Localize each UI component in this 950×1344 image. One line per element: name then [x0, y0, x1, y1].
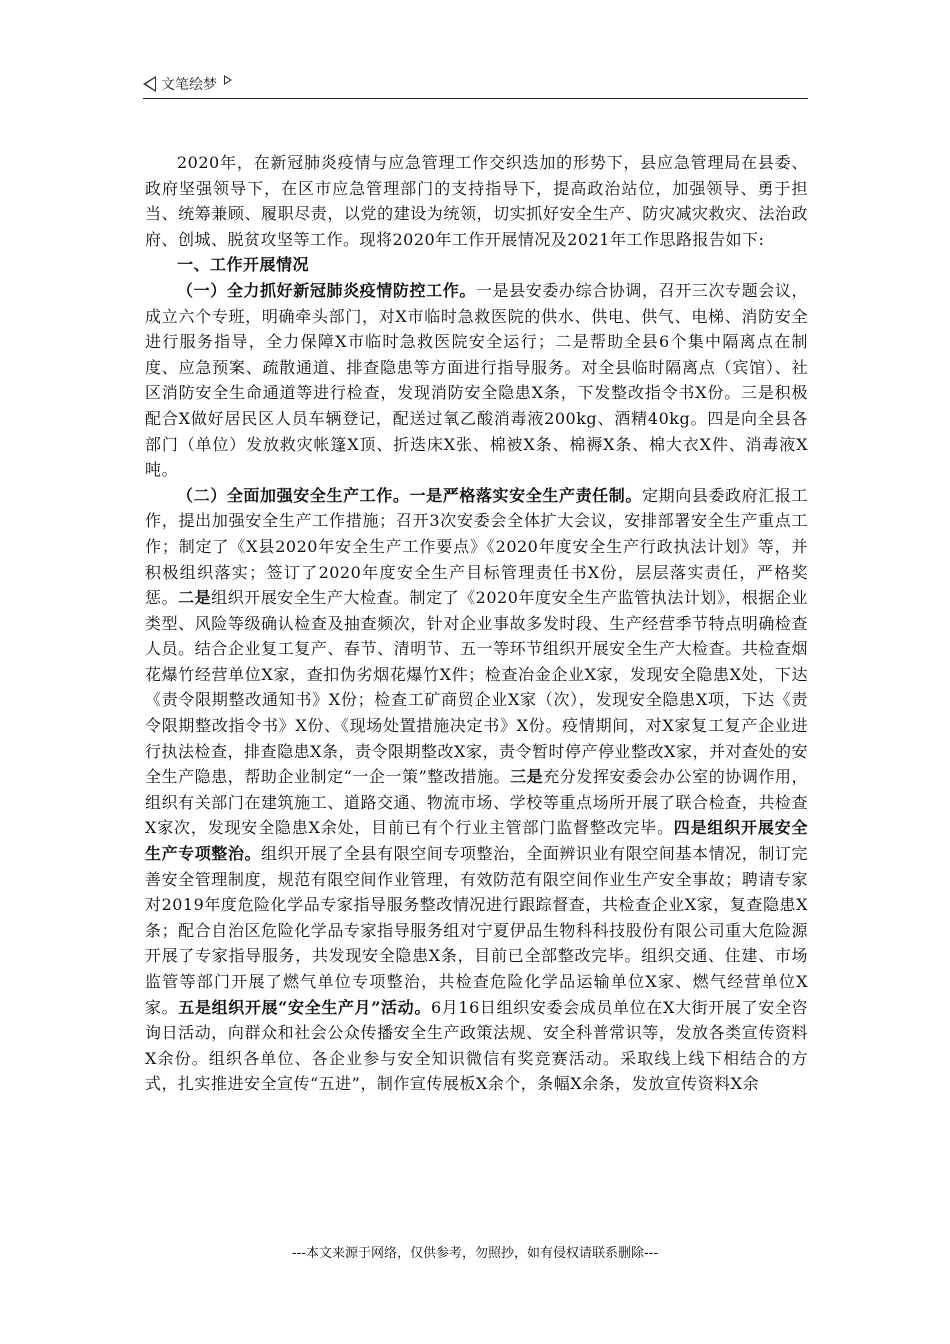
triangle-left-icon [143, 76, 156, 92]
document-body [145, 150, 808, 1097]
subsection-2-title: （二）全面加强安全生产工作。 [177, 485, 410, 505]
item-4-title: 四是组织开展安全生产专项整治。 [145, 818, 808, 864]
item-5-title: 五是组织开展“安全生产月”活动。 [178, 997, 431, 1017]
page-header [143, 72, 808, 99]
item-2-title: 二是 [178, 588, 212, 608]
section-heading: 一、工作开展情况 [177, 255, 310, 275]
item-3-body: 充分发挥安委会办公室的协调作用，组织有关部门在建筑施工、道路交通、物流市场、学校等重点场所开展了联合检查，共检查X家次，发现安全隐患X余处，目前已有个行业主管部门监督整改完毕。 [145, 767, 808, 838]
item-1-title: 一是严格落实安全生产责任制。 [409, 485, 642, 505]
subsection-1-body: 一是县安委办综合协调，召开三次专题会议，成立六个专班，明确牵头部门，对X市临时急救医院的供水、供电、供气、电梯、消防安全进行服务指导，全力保障X市临时急救医院安全运行；二是帮助全县6个集中隔离点在制度、应急预案、疏散通道、排查隐患等方面进行指导服务。对全县临时隔离点（宾馆）、社区消防安全生命通道等进行检查，发现消防安全隐患X条，下发整改指令书X份。三是积极配合X做好居民区人员车辆登记，配送过氧乙酸消毒液200kg、酒精40kg。四是向全县各部门（单位）发放救灾帐篷X顶、折迭床X张、棉被X条、棉褥X条、棉大衣X件、消毒液X吨。 [145, 280, 808, 480]
subsection-2-paragraph [145, 483, 808, 1097]
intro-paragraph: 2020年，在新冠肺炎疫情与应急管理工作交织迭加的形势下，县应急管理局在县委、政府坚强领导下，在区市应急管理部门的支持指导下，提高政治站位，加强领导、勇于担当、统筹兼顾、履职尽责，以党的建设为统领，切实抓好安全生产、防灾减灾救灾、法治政府、创城、脱贫攻坚等工作。现将2020年工作开展情况及2021年工作思路报告如下: [145, 153, 808, 249]
item-5-body: 6月16日组织安委会成员单位在X大街开展了安全咨询日活动，向群众和社会公众传播安全生产政策法规、安全科普常识等，发放各类宣传资料X余份。组织各单位、各企业参与安全知识微信有奖竞赛活动。采取线上线下相结合的方式，扎实推进安全宣传“五进”，制作宣传展板X余个，条幅X余条，发放宣传资料X余 [145, 997, 808, 1094]
item-2-body: 组织开展安全生产大检查。制定了《2020年度安全生产监管执法计划》，根据企业类型、风险等级确认检查及抽查频次，针对企业事故多发时段、生产经营季节特点明确检查人员。结合企业复工复产、春节、清明节、五一等环节组织开展安全生产大检查。共检查烟花爆竹经营单位X家，查扣伪劣烟花爆竹X件；检查冶金企业X家，发现安全隐患X处，下达《责令限期整改通知书》X份；检查工矿商贸企业X家（次），发现安全隐患X项，下达《责令限期整改指令书》X份、《现场处置措施决定书》X份。疫情期间，对X家复工复产企业进行执法检查，排查隐患X条，责令限期整改X家，责令暂时停产停业整改X家，并对查处的安全生产隐患，帮助企业制定“一企一策”整改措施。 [145, 588, 808, 787]
item-3-title: 三是 [510, 767, 544, 787]
triangle-right-icon [224, 75, 232, 85]
subsection-1-paragraph [145, 278, 808, 483]
footer-notice: ---本文来源于网络，仅供参考，勿照抄，如有侵权请联系删除--- [291, 1246, 659, 1261]
brand [143, 74, 232, 94]
item-1-body: 定期向县委政府汇报工作，提出加强安全生产工作措施；召开3次安委会全体扩大会议，安排部署安全生产重点工作；制定了《X县2020年安全生产工作要点》《2020年度安全生产行政执法计划》等，并积极组织落实；签订了2020年度安全生产目标管理责任书X份，层层落实责任，严格奖惩。 [145, 485, 808, 608]
item-4-body: 组织开展了全县有限空间专项整治，全面辨识业有限空间基本情况，制订完善安全管理制度，规范有限空间作业管理，有效防范有限空间作业生产安全事故；聘请专家对2019年度危险化学品专家指导服务整改情况进行跟踪督查，共检查企业X家，复查隐患X条；配合自治区危险化学品专家指导服务组对宁夏伊品生物科科技股份有限公司重大危险源开展了专家指导服务，共发现安全隐患X条，目前已全部整改完毕。组织交通、住建、市场监管等部门开展了燃气单位专项整治，共检查危险化学品运输单位X家、燃气经营单位X家。 [145, 844, 808, 1017]
brand-label: 文笔绘梦 [161, 77, 217, 93]
subsection-1-title: （一）全力抓好新冠肺炎疫情防控工作。 [177, 280, 476, 300]
